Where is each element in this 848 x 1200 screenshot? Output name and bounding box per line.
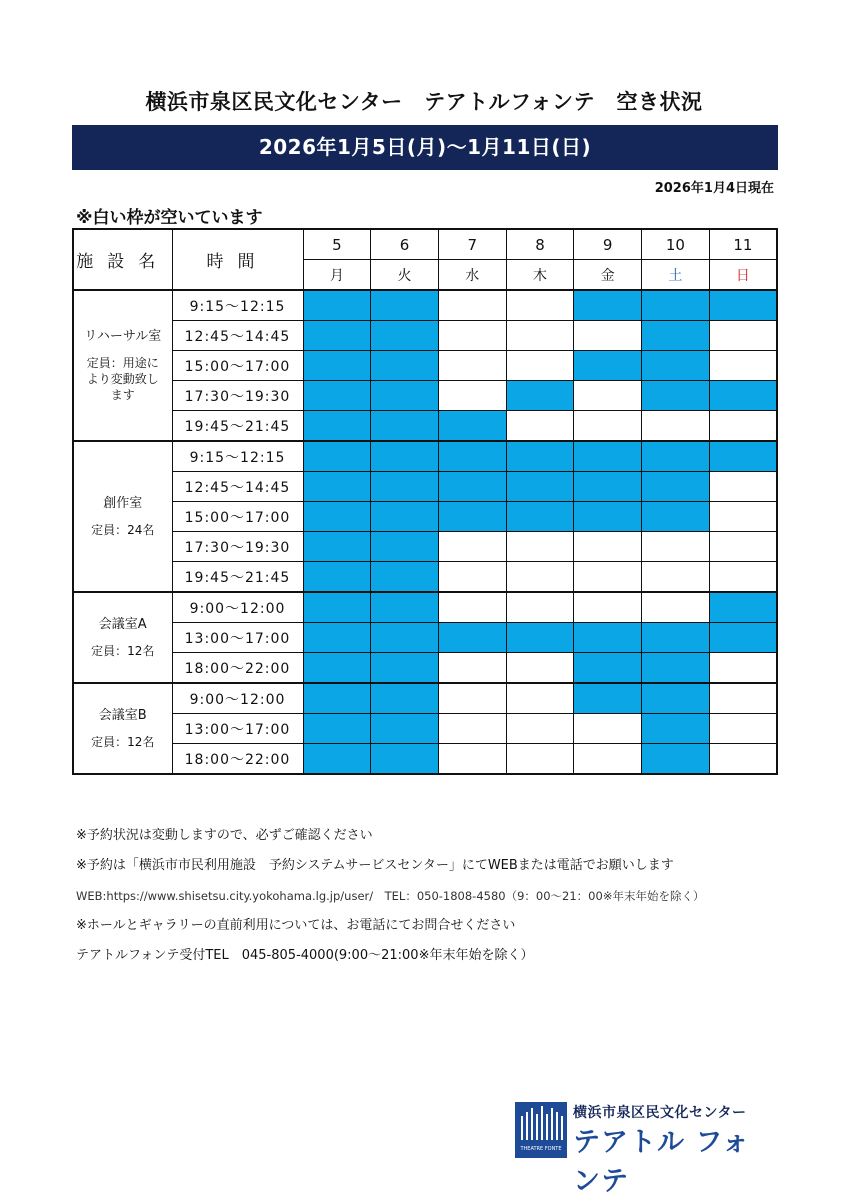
slot-booked bbox=[438, 472, 506, 502]
day-number: 5 bbox=[303, 229, 371, 260]
slot-vacant bbox=[574, 714, 642, 744]
facility-name: 会議室A bbox=[98, 616, 147, 632]
slot-booked bbox=[371, 411, 439, 442]
slot-booked bbox=[709, 623, 777, 653]
slot-booked bbox=[574, 623, 642, 653]
day-number: 8 bbox=[506, 229, 574, 260]
slot-booked bbox=[303, 441, 371, 472]
slot-booked bbox=[371, 472, 439, 502]
slot-booked bbox=[438, 502, 506, 532]
slot-booked bbox=[371, 290, 439, 321]
slot-booked bbox=[303, 321, 371, 351]
table-row bbox=[73, 321, 777, 351]
day-number: 6 bbox=[371, 229, 439, 260]
table-row bbox=[73, 502, 777, 532]
slot-vacant bbox=[438, 532, 506, 562]
time-slot: 9:15～12:15 bbox=[172, 290, 303, 321]
table-row bbox=[73, 744, 777, 775]
slot-booked bbox=[303, 411, 371, 442]
header-facility: 施設名 bbox=[73, 229, 172, 290]
logo-venue-name: テアトル フォンテ bbox=[573, 1127, 751, 1197]
slot-vacant bbox=[642, 411, 710, 442]
time-slot: 15:00～17:00 bbox=[172, 351, 303, 381]
facility-capacity: 定員：24名 bbox=[91, 522, 155, 537]
slot-booked bbox=[574, 653, 642, 684]
slot-vacant bbox=[574, 562, 642, 593]
slot-booked bbox=[438, 441, 506, 472]
slot-vacant bbox=[506, 411, 574, 442]
slot-vacant bbox=[574, 381, 642, 411]
time-slot: 9:00～12:00 bbox=[172, 683, 303, 714]
facility-cell bbox=[73, 441, 172, 592]
logo bbox=[515, 1102, 777, 1197]
day-number: 7 bbox=[438, 229, 506, 260]
slot-booked bbox=[506, 623, 574, 653]
slot-vacant bbox=[709, 411, 777, 442]
slot-booked bbox=[709, 290, 777, 321]
slot-vacant bbox=[506, 532, 574, 562]
slot-booked bbox=[371, 653, 439, 684]
slot-booked bbox=[642, 290, 710, 321]
slot-vacant bbox=[642, 592, 710, 623]
slot-vacant bbox=[438, 714, 506, 744]
slot-booked bbox=[506, 381, 574, 411]
table-row bbox=[73, 290, 777, 321]
slot-booked bbox=[371, 623, 439, 653]
weekday-label: 土 bbox=[642, 260, 710, 291]
slot-booked bbox=[574, 683, 642, 714]
notes bbox=[76, 825, 704, 975]
table-row bbox=[73, 653, 777, 684]
time-slot: 17:30～19:30 bbox=[172, 381, 303, 411]
note-reservation: ※予約は「横浜市市民利用施設 予約システムサービスセンター」にてWEBまたは電話でお願いします bbox=[76, 858, 674, 873]
slot-booked bbox=[642, 351, 710, 381]
slot-vacant bbox=[506, 714, 574, 744]
day-number: 11 bbox=[709, 229, 777, 260]
slot-booked bbox=[574, 472, 642, 502]
slot-vacant bbox=[506, 592, 574, 623]
slot-vacant bbox=[438, 290, 506, 321]
logo-org-name: 横浜市泉区民文化センター bbox=[573, 1105, 747, 1121]
logo-mark-text: THEATRE FONTE bbox=[520, 1146, 562, 1152]
slot-booked bbox=[303, 683, 371, 714]
time-slot: 15:00～17:00 bbox=[172, 502, 303, 532]
slot-booked bbox=[574, 502, 642, 532]
slot-booked bbox=[642, 744, 710, 775]
slot-vacant bbox=[506, 683, 574, 714]
slot-vacant bbox=[709, 502, 777, 532]
table-row bbox=[73, 532, 777, 562]
slot-booked bbox=[574, 351, 642, 381]
slot-booked bbox=[506, 472, 574, 502]
slot-vacant bbox=[506, 290, 574, 321]
slot-booked bbox=[371, 714, 439, 744]
header-row-days bbox=[73, 229, 777, 260]
facility-capacity: 定員：用途により変動致します bbox=[86, 355, 159, 402]
slot-vacant bbox=[574, 592, 642, 623]
slot-vacant bbox=[574, 321, 642, 351]
slot-booked bbox=[642, 472, 710, 502]
time-slot: 12:45～14:45 bbox=[172, 321, 303, 351]
slot-vacant bbox=[506, 351, 574, 381]
facility-name: 会議室B bbox=[98, 707, 147, 723]
facility-cell bbox=[73, 592, 172, 683]
slot-vacant bbox=[642, 532, 710, 562]
slot-booked bbox=[371, 321, 439, 351]
slot-vacant bbox=[642, 562, 710, 593]
slot-vacant bbox=[506, 744, 574, 775]
slot-vacant bbox=[709, 532, 777, 562]
table-row bbox=[73, 683, 777, 714]
table-row bbox=[73, 351, 777, 381]
day-number: 10 bbox=[642, 229, 710, 260]
slot-vacant bbox=[574, 411, 642, 442]
slot-vacant bbox=[709, 683, 777, 714]
availability-table bbox=[72, 228, 778, 775]
slot-booked bbox=[303, 744, 371, 775]
slot-booked bbox=[574, 441, 642, 472]
slot-booked bbox=[303, 592, 371, 623]
day-number: 9 bbox=[574, 229, 642, 260]
slot-vacant bbox=[438, 744, 506, 775]
theatre-fonte-logo-icon bbox=[515, 1102, 567, 1158]
slot-booked bbox=[438, 623, 506, 653]
slot-booked bbox=[303, 502, 371, 532]
slot-vacant bbox=[709, 472, 777, 502]
table-row bbox=[73, 472, 777, 502]
slot-booked bbox=[642, 683, 710, 714]
slot-booked bbox=[371, 441, 439, 472]
slot-booked bbox=[642, 714, 710, 744]
slot-booked bbox=[371, 502, 439, 532]
slot-vacant bbox=[506, 653, 574, 684]
slot-vacant bbox=[709, 321, 777, 351]
slot-vacant bbox=[438, 683, 506, 714]
slot-booked bbox=[506, 502, 574, 532]
slot-booked bbox=[709, 381, 777, 411]
slot-booked bbox=[438, 411, 506, 442]
slot-vacant bbox=[438, 381, 506, 411]
weekday-label: 木 bbox=[506, 260, 574, 291]
slot-booked bbox=[303, 653, 371, 684]
slot-vacant bbox=[709, 744, 777, 775]
slot-vacant bbox=[438, 592, 506, 623]
time-slot: 13:00～17:00 bbox=[172, 623, 303, 653]
table-row bbox=[73, 381, 777, 411]
time-slot: 12:45～14:45 bbox=[172, 472, 303, 502]
slot-booked bbox=[303, 562, 371, 593]
weekday-label: 日 bbox=[709, 260, 777, 291]
time-slot: 19:45～21:45 bbox=[172, 411, 303, 442]
time-slot: 9:00～12:00 bbox=[172, 592, 303, 623]
table-row bbox=[73, 714, 777, 744]
facility-cell bbox=[73, 290, 172, 441]
slot-booked bbox=[709, 592, 777, 623]
slot-vacant bbox=[709, 351, 777, 381]
time-slot: 18:00～22:00 bbox=[172, 744, 303, 775]
facility-name: 創作室 bbox=[103, 495, 143, 511]
slot-vacant bbox=[574, 744, 642, 775]
period-banner: 2026年1月5日(月)～1月11日(日) bbox=[72, 125, 778, 170]
slot-booked bbox=[642, 623, 710, 653]
facility-name: リハーサル室 bbox=[84, 328, 162, 344]
time-slot: 17:30～19:30 bbox=[172, 532, 303, 562]
slot-vacant bbox=[506, 562, 574, 593]
slot-booked bbox=[303, 714, 371, 744]
weekday-label: 水 bbox=[438, 260, 506, 291]
slot-vacant bbox=[438, 562, 506, 593]
slot-booked bbox=[371, 532, 439, 562]
slot-booked bbox=[303, 532, 371, 562]
slot-vacant bbox=[506, 321, 574, 351]
slot-booked bbox=[642, 441, 710, 472]
table-row bbox=[73, 411, 777, 442]
time-slot: 18:00～22:00 bbox=[172, 653, 303, 684]
time-slot: 19:45～21:45 bbox=[172, 562, 303, 593]
page-title: 横浜市泉区民文化センター テアトルフォンテ 空き状況 bbox=[145, 90, 703, 114]
slot-booked bbox=[371, 381, 439, 411]
slot-booked bbox=[642, 653, 710, 684]
vacancy-note: ※白い枠が空いています bbox=[76, 208, 263, 228]
slot-booked bbox=[303, 623, 371, 653]
weekday-label: 金 bbox=[574, 260, 642, 291]
slot-booked bbox=[506, 441, 574, 472]
time-slot: 9:15～12:15 bbox=[172, 441, 303, 472]
weekday-label: 火 bbox=[371, 260, 439, 291]
table-row bbox=[73, 592, 777, 623]
slot-booked bbox=[574, 290, 642, 321]
slot-vacant bbox=[709, 714, 777, 744]
slot-booked bbox=[371, 562, 439, 593]
slot-booked bbox=[303, 472, 371, 502]
note-web-tel: WEB:https://www.shisetsu.city.yokohama.lg.jp/user/ TEL：050-1808-4580（9：00～21：00※年末年始を除く） bbox=[76, 889, 705, 903]
slot-booked bbox=[303, 351, 371, 381]
slot-booked bbox=[371, 351, 439, 381]
note-check: ※予約状況は変動しますので、必ずご確認ください bbox=[76, 828, 373, 843]
slot-booked bbox=[642, 321, 710, 351]
note-hall-gallery: ※ホールとギャラリーの直前利用については、お電話にてお問合せください bbox=[76, 918, 516, 933]
table-row bbox=[73, 441, 777, 472]
facility-capacity: 定員：12名 bbox=[91, 643, 155, 658]
slot-vacant bbox=[438, 351, 506, 381]
slot-booked bbox=[303, 381, 371, 411]
slot-booked bbox=[642, 502, 710, 532]
slot-booked bbox=[371, 592, 439, 623]
slot-vacant bbox=[438, 321, 506, 351]
note-reception-tel: テアトルフォンテ受付TEL 045-805-4000(9:00～21:00※年末年始を除く） bbox=[76, 948, 534, 963]
table-row bbox=[73, 562, 777, 593]
slot-vacant bbox=[709, 562, 777, 593]
slot-vacant bbox=[709, 653, 777, 684]
facility-capacity: 定員：12名 bbox=[91, 734, 155, 749]
time-slot: 13:00～17:00 bbox=[172, 714, 303, 744]
slot-booked bbox=[371, 744, 439, 775]
slot-booked bbox=[371, 683, 439, 714]
slot-vacant bbox=[574, 532, 642, 562]
header-time: 時間 bbox=[172, 229, 303, 290]
slot-booked bbox=[303, 290, 371, 321]
weekday-label: 月 bbox=[303, 260, 371, 291]
slot-booked bbox=[642, 381, 710, 411]
facility-cell bbox=[73, 683, 172, 774]
as-of-date: 2026年1月4日現在 bbox=[654, 181, 774, 196]
table-row bbox=[73, 623, 777, 653]
slot-booked bbox=[709, 441, 777, 472]
slot-vacant bbox=[438, 653, 506, 684]
